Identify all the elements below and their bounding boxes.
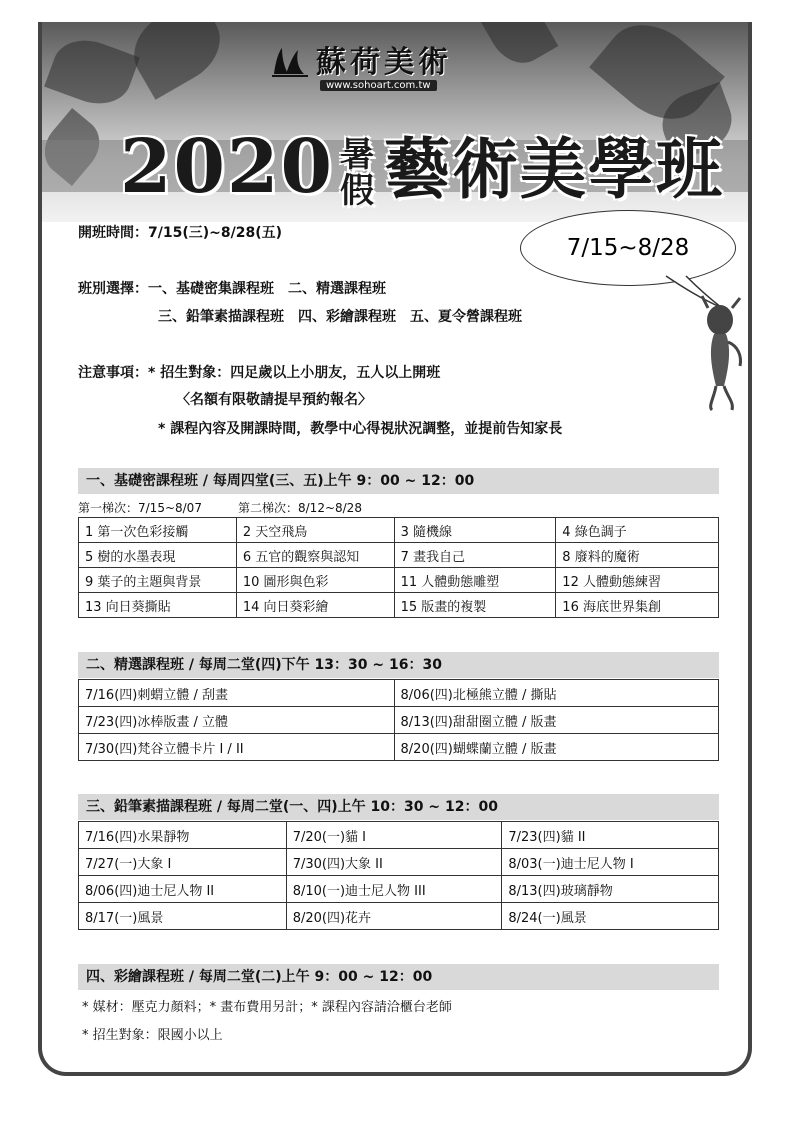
table-row xyxy=(79,568,719,593)
table-cell: 1 第一次色彩接觸 xyxy=(79,518,237,543)
page-frame xyxy=(38,22,752,1076)
table-cell: 10 圖形與色彩 xyxy=(236,568,394,593)
section4-note2: * 招生對象：限國小以上 xyxy=(82,1028,223,1043)
section4-note1: * 媒材：壓克力顏料；* 畫布費用另計；* 課程內容請洽櫃台老師 xyxy=(82,1000,452,1015)
notes xyxy=(78,362,440,382)
date-bubble: 7/15~8/28 xyxy=(520,210,736,286)
table-cell: 15 版畫的複製 xyxy=(394,593,556,618)
title-stack-top: 暑 xyxy=(339,135,376,175)
table-row xyxy=(79,903,719,930)
table-cell: 8/06(四)迪士尼人物 II xyxy=(79,876,287,903)
title-stack xyxy=(338,137,378,209)
note2: * 課程內容及開課時間，教學中心得視狀況調整，並提前告知家長 xyxy=(158,421,563,437)
logo-text: 蘇荷美術 xyxy=(316,45,452,80)
table-row xyxy=(79,593,719,618)
title-rest: 藝術美學班 xyxy=(383,130,724,208)
table-cell: 5 樹的水墨表現 xyxy=(79,543,237,568)
class-line2: 三、鉛筆素描課程班 四、彩繪課程班 五、夏令營課程班 xyxy=(158,309,522,325)
table-cell: 8/13(四)甜甜圈立體 / 版畫 xyxy=(394,707,718,734)
opening-label: 開班時間： xyxy=(78,225,148,241)
note1-sub: 〈名額有限敬請提早預約報名〉 xyxy=(176,392,372,408)
leaf-decoration xyxy=(476,22,559,74)
table-cell: 13 向日葵撕貼 xyxy=(79,593,237,618)
section1-heading: 一、基礎密課程班 / 每周四堂(三、五)上午 9：00 ~ 12：00 xyxy=(78,468,719,494)
table-cell: 12 人體動態練習 xyxy=(556,568,719,593)
table-cell: 8/20(四)花卉 xyxy=(286,903,502,930)
title-year: 2020 xyxy=(120,124,334,210)
table-cell: 4 綠色調子 xyxy=(556,518,719,543)
table-row xyxy=(79,543,719,568)
opening-time xyxy=(78,222,282,242)
batch2: 第二梯次：8/12~8/28 xyxy=(238,501,362,515)
table-row xyxy=(79,849,719,876)
table-cell: 16 海底世界集創 xyxy=(556,593,719,618)
title-stack-bottom: 假 xyxy=(339,171,376,211)
page-title xyxy=(120,122,724,214)
table-cell: 8 廢料的魔術 xyxy=(556,543,719,568)
table-row xyxy=(79,876,719,903)
section1-table xyxy=(78,517,719,618)
leaf-decoration xyxy=(44,30,140,114)
table-cell: 8/03(一)迪士尼人物 I xyxy=(502,849,719,876)
table-row xyxy=(79,707,719,734)
section3-heading: 三、鉛筆素描課程班 / 每周二堂(一、四)上午 10：30 ~ 12：00 xyxy=(78,794,719,820)
table-cell: 2 天空飛鳥 xyxy=(236,518,394,543)
table-row xyxy=(79,734,719,761)
table-cell: 8/06(四)北極熊立體 / 撕貼 xyxy=(394,680,718,707)
table-cell: 7/23(四)冰棒版畫 / 立體 xyxy=(79,707,395,734)
leaf-decoration xyxy=(121,22,234,100)
table-row xyxy=(79,518,719,543)
table-cell: 8/10(一)迪士尼人物 III xyxy=(286,876,502,903)
note1: * 招生對象：四足歲以上小朋友，五人以上開班 xyxy=(148,365,441,381)
table-cell: 7/30(四)大象 II xyxy=(286,849,502,876)
batch1: 第一梯次：7/15~8/07 xyxy=(78,501,202,515)
section4-heading: 四、彩繪課程班 / 每周二堂(二)上午 9：00 ~ 12：00 xyxy=(78,964,719,990)
table-cell: 11 人體動態雕塑 xyxy=(394,568,556,593)
table-cell: 8/17(一)風景 xyxy=(79,903,287,930)
class-label: 班別選擇： xyxy=(78,281,148,297)
cartoon-figure-icon xyxy=(690,290,750,415)
table-cell: 7/16(四)刺蝟立體 / 刮畫 xyxy=(79,680,395,707)
class-options xyxy=(78,278,386,298)
table-cell: 8/24(一)風景 xyxy=(502,903,719,930)
section2-table xyxy=(78,679,719,761)
opening-value: 7/15(三)~8/28(五) xyxy=(148,225,282,241)
logo-url: www.sohoart.com.tw xyxy=(320,80,437,91)
table-cell: 8/20(四)蝴蝶蘭立體 / 版畫 xyxy=(394,734,718,761)
table-cell: 7 畫我自己 xyxy=(394,543,556,568)
table-row xyxy=(79,680,719,707)
table-cell: 7/23(四)貓 II xyxy=(502,822,719,849)
logo-mark-icon xyxy=(270,44,310,78)
section3-table xyxy=(78,821,719,930)
table-cell: 7/20(一)貓 I xyxy=(286,822,502,849)
table-cell: 6 五官的觀察與認知 xyxy=(236,543,394,568)
table-cell: 7/30(四)梵谷立體卡片 I / II xyxy=(79,734,395,761)
table-cell: 3 隨機線 xyxy=(394,518,556,543)
class-line1: 一、基礎密集課程班 二、精選課程班 xyxy=(148,281,386,297)
table-cell: 7/16(四)水果靜物 xyxy=(79,822,287,849)
table-row xyxy=(79,822,719,849)
table-cell: 9 葉子的主題與背景 xyxy=(79,568,237,593)
logo xyxy=(270,44,452,78)
section2-heading: 二、精選課程班 / 每周二堂(四)下午 13：30 ~ 16：30 xyxy=(78,652,719,678)
notes-label: 注意事項： xyxy=(78,365,148,381)
header-banner xyxy=(42,22,748,222)
table-cell: 8/13(四)玻璃靜物 xyxy=(502,876,719,903)
table-cell: 7/27(一)大象 I xyxy=(79,849,287,876)
table-cell: 14 向日葵彩繪 xyxy=(236,593,394,618)
